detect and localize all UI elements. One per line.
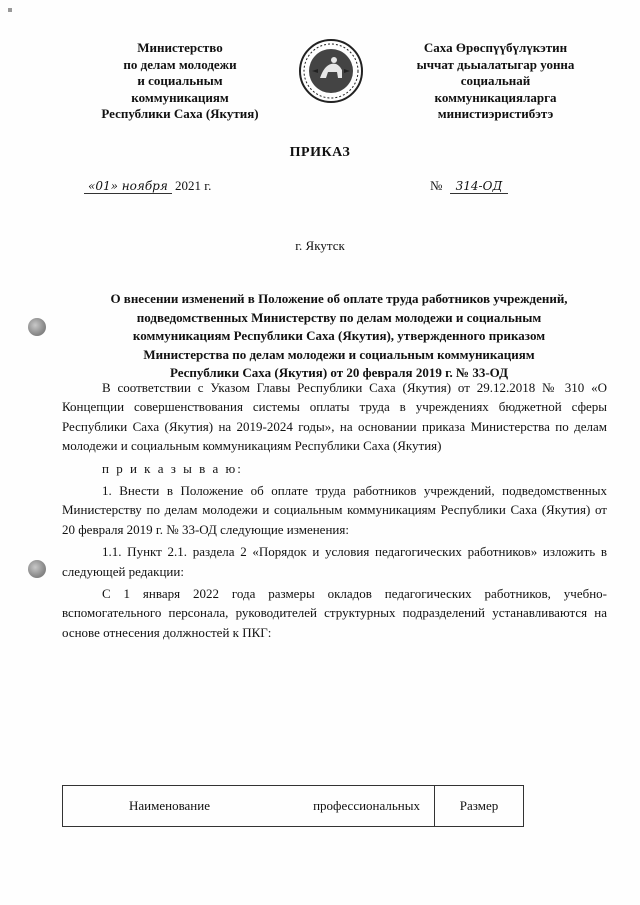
- document-body: [62, 378, 607, 645]
- salary-table: [62, 785, 524, 827]
- header-left-line: по делам молодежи: [123, 56, 237, 72]
- header-right-line: министиэристибэтэ: [437, 106, 554, 121]
- body-paragraph: С 1 января 2022 года размеры окладов педагогических работников, учебно-вспомогательного персонала, руководителей структурных подразделений устанавливаются на основе отнесения должностей к ПКГ:: [62, 586, 607, 640]
- subject-line: О внесении изменений в Положение об оплате труда работников учреждений,: [110, 291, 568, 306]
- header-right-line: ыччат дьыалатыгар уонна: [416, 56, 575, 72]
- coat-of-arms-icon: [298, 38, 364, 104]
- header-word: Наименование: [129, 798, 210, 813]
- document-city: г. Якутск: [295, 238, 345, 253]
- scan-artifact: [8, 8, 12, 12]
- header-left-line: Республики Саха (Якутия): [101, 106, 259, 121]
- ministry-name-yakut: [378, 40, 613, 123]
- subject-line: Республики Саха (Якутия) от 20 февраля 2019 г. № 33-ОД: [169, 365, 509, 380]
- subject-line: коммуникациям Республики Саха (Якутия), утвержденного приказом: [132, 328, 546, 343]
- date-year: 2021 г.: [175, 178, 212, 193]
- header-left-line: и социальным: [137, 73, 223, 88]
- table-header-row: [63, 786, 524, 827]
- subject-line: Министерства по делам молодежи и социальным коммуникациям: [143, 346, 535, 362]
- order-verb: п р и к а з ы в а ю:: [102, 460, 243, 476]
- header-right-line: коммуникацияларга: [434, 89, 557, 105]
- table-header-cell: [63, 786, 435, 827]
- body-paragraph: 1. Внести в Положение об оплате труда работников учреждений, подведомственных Министерству по делам молодежи и социальным коммуникациям Республики Саха (Якутия) от 20 февраля 2019 г. № 33-ОД следующие изменения:: [62, 483, 607, 537]
- subject-line: подведомственных Министерству по делам молодежи и социальным: [136, 309, 542, 325]
- number-label: №: [430, 178, 443, 193]
- document-number: [430, 178, 508, 194]
- document-type: ПРИКАЗ: [289, 145, 351, 160]
- header-left-line: Министерство: [137, 40, 223, 55]
- header-word: профессиональных: [313, 798, 420, 813]
- document-subject: [74, 290, 604, 383]
- header-right-line: Саха Өрөспүүбүлүкэтин: [423, 40, 568, 55]
- document-date: [84, 178, 211, 194]
- table-header-cell: Размер: [435, 786, 524, 827]
- punch-hole: [28, 560, 46, 578]
- body-paragraph: В соответствии с Указом Главы Республики Саха (Якутия) от 29.12.2018 № 310 «О Концепции совершенствования системы оплаты труда в учреждениях бюджетной сферы Республики Саха (Якутия) на 2019-2024 годы», на основании приказа Министерства по делам молодежи и социальным коммуникациям Республики Саха (Якутия): [62, 380, 607, 454]
- header-left-line: коммуникациям: [131, 89, 229, 105]
- body-paragraph: 1.1. Пункт 2.1. раздела 2 «Порядок и условия педагогических работников» изложить в следующей редакции:: [62, 544, 607, 579]
- punch-hole: [28, 318, 46, 336]
- ministry-name-russian: [70, 40, 290, 123]
- handwritten-number: 314-ОД: [450, 179, 509, 194]
- handwritten-date: «01» ноября: [84, 179, 172, 194]
- header-right-line: социальнай: [460, 73, 531, 88]
